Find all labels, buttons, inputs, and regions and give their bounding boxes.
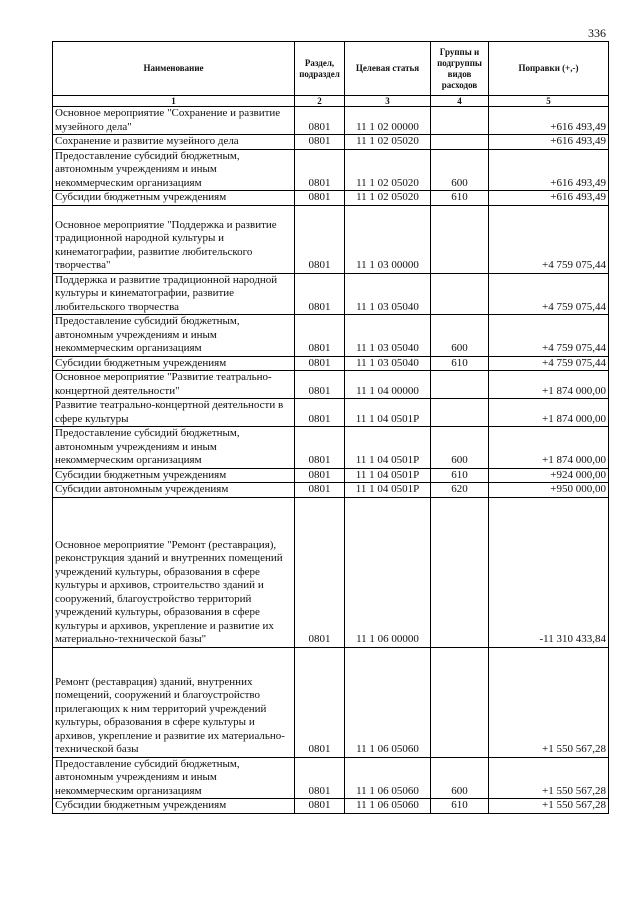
row-amount-cell: +616 493,49: [489, 135, 609, 150]
row-name-cell: Предоставление субсидий бюджетным, автономным учреждениям и иным некоммерческим организациям: [53, 315, 295, 357]
row-group-cell: 610: [431, 191, 489, 206]
column-number: 2: [295, 96, 345, 107]
table-row: [53, 799, 609, 814]
row-article-cell: 11 1 06 00000: [345, 497, 431, 647]
table-row: [53, 483, 609, 498]
row-amount-cell: +1 550 567,28: [489, 757, 609, 799]
table-row: [53, 371, 609, 399]
row-name-cell: Субсидии бюджетным учреждениям: [53, 468, 295, 483]
row-amount-cell: +1 550 567,28: [489, 799, 609, 814]
row-article-cell: 11 1 03 05040: [345, 315, 431, 357]
table-row: [53, 107, 609, 135]
table-row: [53, 315, 609, 357]
table-row: [53, 135, 609, 150]
row-name-cell: Ремонт (реставрация) зданий, внутренних помещений, сооружений и благоустройство прилегающих к ним территорий учреждений культуры, образования в сфере культуры и архивов, укрепление и развитие их материально-технической базы: [53, 647, 295, 757]
table-body: [53, 107, 609, 814]
column-number-row: [53, 96, 609, 107]
row-name-cell: Поддержка и развитие традиционной народной культуры и кинематографии, развитие любительского творчества: [53, 273, 295, 315]
column-number: 4: [431, 96, 489, 107]
row-amount-cell: +616 493,49: [489, 107, 609, 135]
row-section-cell: 0801: [295, 427, 345, 469]
row-name-cell: Субсидии бюджетным учреждениям: [53, 191, 295, 206]
row-name-cell: Основное мероприятие "Ремонт (реставрация), реконструкция зданий и внутренних помещений учреждений культуры, образования в сфере культуры и архивов, строительство зданий и сооружений, благоустройство территорий учреждений культуры, образования в сфере культуры и архивов, укрепление и развитие их материально-технической базы": [53, 497, 295, 647]
row-amount-cell: +4 759 075,44: [489, 205, 609, 273]
table-row: [53, 205, 609, 273]
row-group-cell: [431, 647, 489, 757]
table-row: [53, 468, 609, 483]
table-row: [53, 497, 609, 647]
header-article: Целевая статья: [345, 42, 431, 96]
row-group-cell: [431, 371, 489, 399]
row-section-cell: 0801: [295, 483, 345, 498]
table-row: [53, 273, 609, 315]
row-name-cell: Основное мероприятие "Развитие театрально-концертной деятельности": [53, 371, 295, 399]
row-section-cell: 0801: [295, 356, 345, 371]
row-amount-cell: +1 874 000,00: [489, 427, 609, 469]
row-group-cell: 600: [431, 149, 489, 191]
row-amount-cell: +616 493,49: [489, 191, 609, 206]
row-group-cell: [431, 273, 489, 315]
row-group-cell: 600: [431, 315, 489, 357]
row-section-cell: 0801: [295, 757, 345, 799]
table-row: [53, 757, 609, 799]
row-article-cell: 11 1 02 05020: [345, 149, 431, 191]
row-group-cell: [431, 205, 489, 273]
row-group-cell: [431, 399, 489, 427]
budget-table: [52, 41, 609, 814]
row-section-cell: 0801: [295, 799, 345, 814]
table-row: [53, 647, 609, 757]
row-section-cell: 0801: [295, 191, 345, 206]
row-article-cell: 11 1 03 00000: [345, 205, 431, 273]
row-amount-cell: +1 874 000,00: [489, 399, 609, 427]
header-section: Раздел, подраздел: [295, 42, 345, 96]
row-amount-cell: +4 759 075,44: [489, 356, 609, 371]
row-article-cell: 11 1 02 05020: [345, 135, 431, 150]
row-section-cell: 0801: [295, 135, 345, 150]
row-group-cell: [431, 135, 489, 150]
table-row: [53, 149, 609, 191]
row-name-cell: Развитие театрально-концертной деятельности в сфере культуры: [53, 399, 295, 427]
row-article-cell: 11 1 03 05040: [345, 356, 431, 371]
row-article-cell: 11 1 06 05060: [345, 647, 431, 757]
row-section-cell: 0801: [295, 205, 345, 273]
row-name-cell: Субсидии бюджетным учреждениям: [53, 356, 295, 371]
row-section-cell: 0801: [295, 468, 345, 483]
row-name-cell: Основное мероприятие "Поддержка и развитие традиционной народной культуры и кинематографии, развитие любительского творчества": [53, 205, 295, 273]
table-header-row: [53, 42, 609, 96]
page-number: 336: [588, 26, 606, 40]
row-article-cell: 11 1 04 0501P: [345, 427, 431, 469]
row-group-cell: 620: [431, 483, 489, 498]
header-amount: Поправки (+,-): [489, 42, 609, 96]
row-group-cell: 610: [431, 356, 489, 371]
table-row: [53, 356, 609, 371]
row-section-cell: 0801: [295, 647, 345, 757]
row-group-cell: 610: [431, 468, 489, 483]
header-name: Наименование: [53, 42, 295, 96]
row-section-cell: 0801: [295, 315, 345, 357]
row-name-cell: Предоставление субсидий бюджетным, автономным учреждениям и иным некоммерческим организациям: [53, 149, 295, 191]
row-group-cell: [431, 497, 489, 647]
row-article-cell: 11 1 06 05060: [345, 799, 431, 814]
row-name-cell: Предоставление субсидий бюджетным, автономным учреждениям и иным некоммерческим организациям: [53, 427, 295, 469]
table-row: [53, 427, 609, 469]
row-name-cell: Субсидии автономным учреждениям: [53, 483, 295, 498]
row-article-cell: 11 1 03 05040: [345, 273, 431, 315]
row-article-cell: 11 1 04 0501P: [345, 399, 431, 427]
header-group: Группы и подгруппы видов расходов: [431, 42, 489, 96]
row-section-cell: 0801: [295, 107, 345, 135]
row-article-cell: 11 1 02 00000: [345, 107, 431, 135]
row-amount-cell: +4 759 075,44: [489, 273, 609, 315]
row-section-cell: 0801: [295, 371, 345, 399]
row-name-cell: Основное мероприятие "Сохранение и развитие музейного дела": [53, 107, 295, 135]
column-number: 3: [345, 96, 431, 107]
row-amount-cell: +950 000,00: [489, 483, 609, 498]
row-amount-cell: +1 874 000,00: [489, 371, 609, 399]
row-name-cell: Субсидии бюджетным учреждениям: [53, 799, 295, 814]
row-amount-cell: -11 310 433,84: [489, 497, 609, 647]
row-amount-cell: +616 493,49: [489, 149, 609, 191]
row-group-cell: 610: [431, 799, 489, 814]
row-group-cell: 600: [431, 757, 489, 799]
row-article-cell: 11 1 04 0501P: [345, 483, 431, 498]
column-number: 5: [489, 96, 609, 107]
row-group-cell: 600: [431, 427, 489, 469]
row-amount-cell: +924 000,00: [489, 468, 609, 483]
row-amount-cell: +4 759 075,44: [489, 315, 609, 357]
row-article-cell: 11 1 04 0501P: [345, 468, 431, 483]
row-group-cell: [431, 107, 489, 135]
row-section-cell: 0801: [295, 273, 345, 315]
row-section-cell: 0801: [295, 497, 345, 647]
row-section-cell: 0801: [295, 399, 345, 427]
row-section-cell: 0801: [295, 149, 345, 191]
row-article-cell: 11 1 06 05060: [345, 757, 431, 799]
row-name-cell: Сохранение и развитие музейного дела: [53, 135, 295, 150]
table-row: [53, 399, 609, 427]
column-number: 1: [53, 96, 295, 107]
row-name-cell: Предоставление субсидий бюджетным, автономным учреждениям и иным некоммерческим организациям: [53, 757, 295, 799]
row-amount-cell: +1 550 567,28: [489, 647, 609, 757]
row-article-cell: 11 1 02 05020: [345, 191, 431, 206]
row-article-cell: 11 1 04 00000: [345, 371, 431, 399]
table-row: [53, 191, 609, 206]
